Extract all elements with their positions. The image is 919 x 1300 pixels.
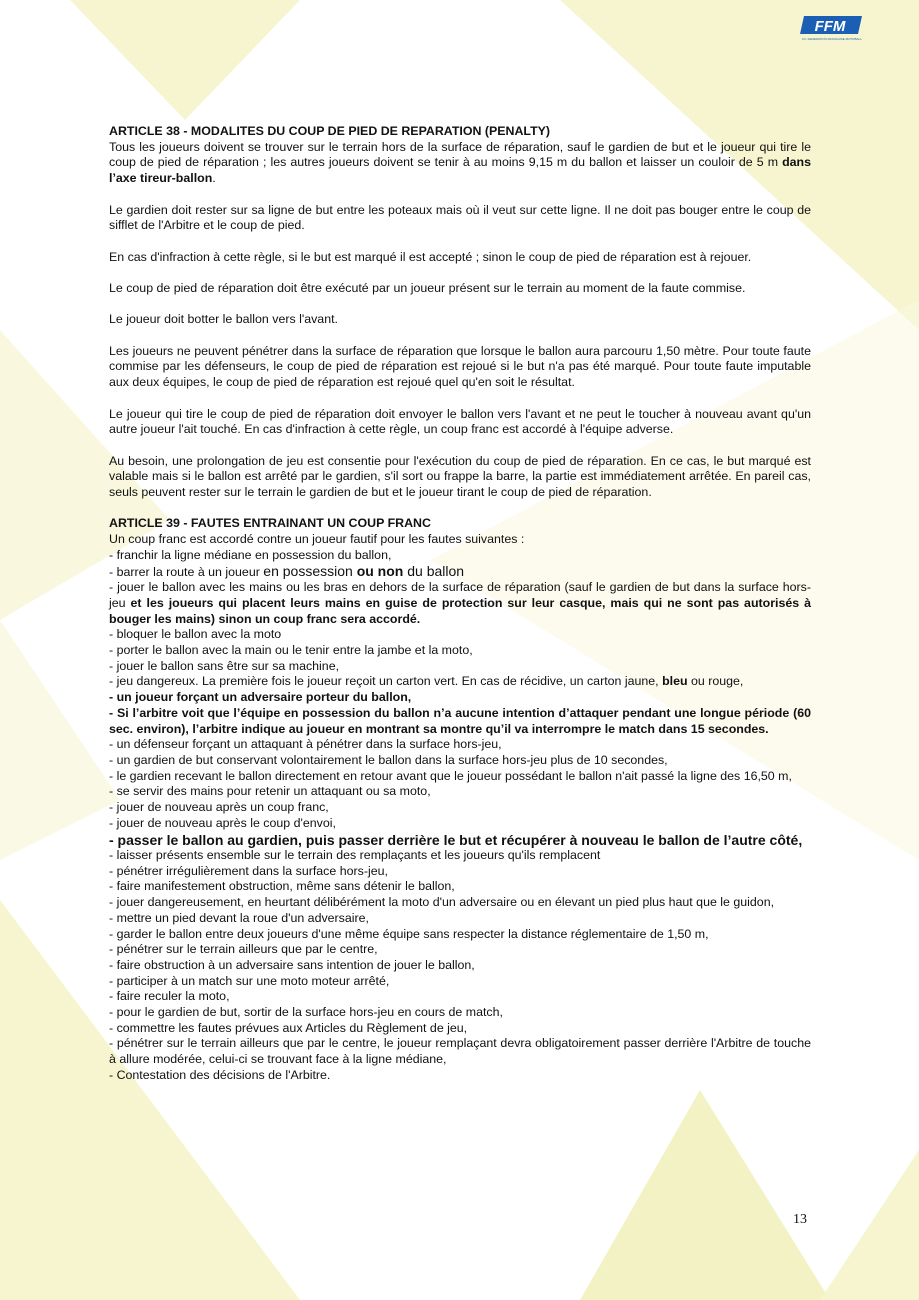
list-item: - faire obstruction à un adversaire sans intention de jouer le ballon,	[109, 957, 475, 972]
list-item: - jouer de nouveau après le coup d'envoi,	[109, 815, 336, 830]
list-item: - jeu dangereux. La première fois le joueur reçoit un carton vert. En cas de récidive, un carton jaune, bleu ou rouge,	[109, 674, 744, 689]
article-39-title: ARTICLE 39 - FAUTES ENTRAINANT UN COUP FRANC	[109, 516, 431, 531]
list-item: - Contestation des décisions de l'Arbitre.	[109, 1067, 331, 1082]
ffm-logo	[800, 14, 864, 42]
article-38-paragraph-4: Le coup de pied de réparation doit être exécuté par un joueur présent sur le terrain au moment de la faute commise.	[109, 280, 746, 295]
list-item: - un joueur forçant un adversaire porteur du ballon,	[109, 690, 412, 705]
list-item: - faire manifestement obstruction, même sans détenir le ballon,	[109, 879, 455, 894]
list-item: - jouer le ballon avec les mains ou les bras en dehors de la surface de réparation (sauf le gardien de but dans la surface hors-jeu et les joueurs qui placent leurs mains en guise de protection sur leur casque, mais qui ne sont pas autorisés à bouger les mains) sinon un coup franc sera accordé.	[109, 580, 811, 626]
list-item: - porter le ballon avec la main ou le tenir entre la jambe et la moto,	[109, 643, 473, 658]
list-item: - jouer le ballon sans être sur sa machine,	[109, 658, 340, 673]
document-body	[109, 124, 811, 1084]
list-item: - pénétrer sur le terrain ailleurs que par le centre, le joueur remplaçant devra obligatoirement passer derrière l'Arbitre de touche à allure modérée, celui-ci se trouvant face à la ligne médiane,	[109, 1036, 811, 1067]
list-item: - pénétrer sur le terrain ailleurs que par le centre,	[109, 942, 378, 957]
list-item: - se servir des mains pour retenir un attaquant ou sa moto,	[109, 784, 431, 799]
article-39-intro: Un coup franc est accordé contre un joueur fautif pour les fautes suivantes :	[109, 532, 525, 547]
list-item: - laisser présents ensemble sur le terrain des remplaçants et les joueurs qu'ils remplacent	[109, 848, 601, 863]
article-38-paragraph-8: Au besoin, une prolongation de jeu est consentie pour l'exécution du coup de pied de réparation. En ce cas, le but marqué est valable mais si le ballon est arrêté par le gardien, s'il sort ou frappe la barre, la partie est immédiatement arrêtée. En pareil cas, seuls peuvent rester sur le terrain le gardien de but et le joueur tirant le coup de pied de réparation.	[109, 453, 811, 500]
article-38-paragraph-6: Les joueurs ne peuvent pénétrer dans la surface de réparation que lorsque le ballon aura parcouru 1,50 mètre. Pour toute faute commise par les défenseurs, le coup de pied de réparation est rejoué si le but n'a pas été marqué. Pour toute faute imputable aux deux équipes, le coup de pied de réparation est rejoué quel qu'en soit le résultat.	[109, 343, 811, 390]
article-38-title: ARTICLE 38 - MODALITES DU COUP DE PIED DE REPARATION (PENALTY)	[109, 124, 551, 138]
list-item: - jouer dangereusement, en heurtant délibérément la moto d'un adversaire ou en élevant un pied plus haut que le guidon,	[109, 895, 775, 910]
list-item: - un gardien de but conservant volontairement le ballon dans la surface hors-jeu plus de 10 secondes,	[109, 753, 668, 767]
list-item: - pénétrer irrégulièrement dans la surface hors-jeu,	[109, 863, 388, 878]
article-38-paragraph-3: En cas d'infraction à cette règle, si le but est marqué il est accepté ; sinon le coup de pied de réparation est à rejouer.	[109, 249, 752, 264]
list-item: - faire reculer la moto,	[109, 989, 230, 1004]
list-item: - franchir la ligne médiane en possession du ballon,	[109, 547, 392, 562]
list-item: - barrer la route à un joueur en possession ou non du ballon	[109, 562, 465, 579]
article-38-paragraph-2: Le gardien doit rester sur sa ligne de but entre les poteaux mais où il veut sur cette ligne. Il ne doit pas bouger entre le coup de sifflet de l'Arbitre et le coup de pied.	[109, 202, 811, 233]
article-38-paragraph-5: Le joueur doit botter le ballon vers l'avant.	[109, 312, 338, 327]
list-item: - un défenseur forçant un attaquant à pénétrer dans la surface hors-jeu,	[109, 737, 502, 752]
logo-subtext: F.F. FEDERATION FRANCAISE MOTOBALL	[802, 37, 862, 41]
list-item: - passer le ballon au gardien, puis passer derrière le but et récupérer à nouveau le ballon de l’autre côté,	[109, 831, 803, 848]
list-item: - mettre un pied devant la roue d'un adversaire,	[109, 910, 369, 925]
list-item: - bloquer le ballon avec la moto	[109, 627, 282, 642]
article-38-paragraph-7: Le joueur qui tire le coup de pied de réparation doit envoyer le ballon vers l'avant et ne peut le toucher à nouveau avant qu'un autre joueur l'ait touché. En cas d'infraction à cette règle, un coup franc est accordé à l'équipe adverse.	[109, 406, 811, 437]
list-item: - garder le ballon entre deux joueurs d'une même équipe sans respecter la distance réglementaire de 1,50 m,	[109, 926, 709, 941]
list-item: - participer à un match sur une moto moteur arrêté,	[109, 973, 390, 988]
article-38-paragraph-1: Tous les joueurs doivent se trouver sur le terrain hors de la surface de réparation, sauf le gardien de but et le joueur qui tire le coup de pied de réparation ; les autres joueurs doivent se tenir à au moins 9,15 m du ballon et laisser un couloir de 5 m dans l’axe tireur-ballon.	[109, 139, 811, 186]
list-item: - Si l’arbitre voit que l’équipe en possession du ballon n’a aucune intention d’attaquer pendant une longue période (60 sec. environ), l’arbitre indique au joueur en montrant sa montre qu’il va interrompre le match dans 15 secondes.	[109, 705, 811, 736]
list-item: - pour le gardien de but, sortir de la surface hors-jeu en cours de match,	[109, 1005, 503, 1020]
list-item: - le gardien recevant le ballon directement en retour avant que le joueur possédant le ballon n'ait passé la ligne des 16,50 m,	[109, 768, 792, 783]
page-number: 13	[793, 1212, 807, 1227]
list-item: - jouer de nouveau après un coup franc,	[109, 800, 329, 815]
list-item: - commettre les fautes prévues aux Articles du Règlement de jeu,	[109, 1020, 468, 1035]
logo-text: FFM	[814, 18, 846, 35]
